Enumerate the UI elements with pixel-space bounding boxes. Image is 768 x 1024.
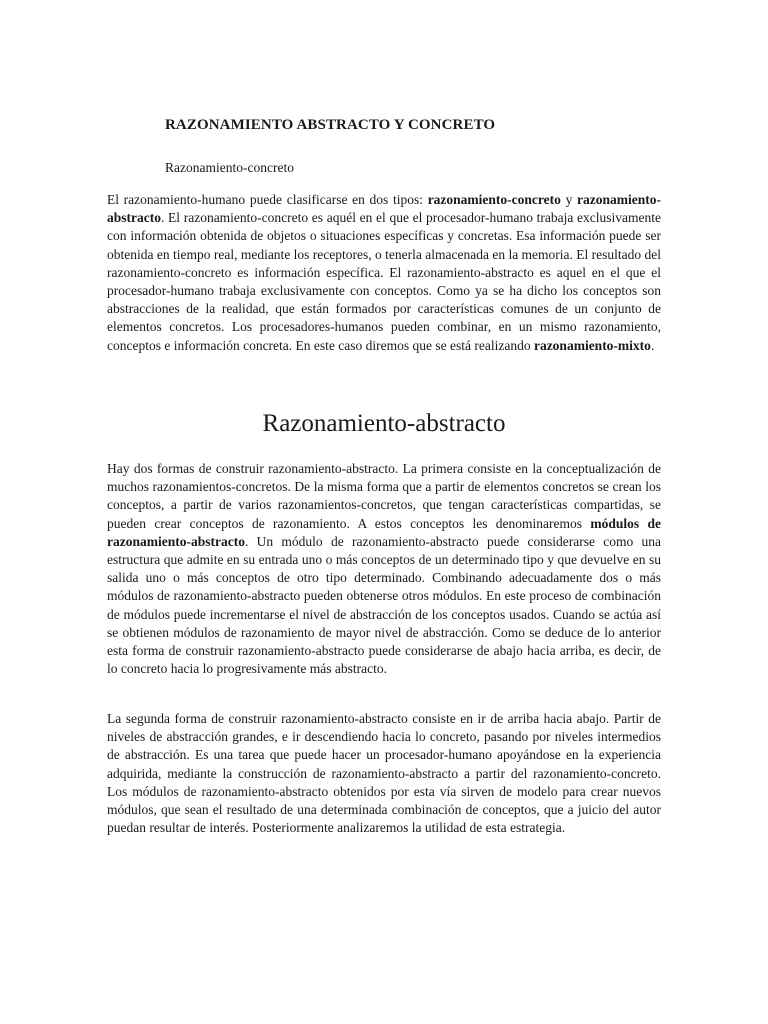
paragraph-text: y <box>560 192 578 207</box>
section-subtitle-concreto: Razonamiento-concreto <box>165 160 294 175</box>
bold-term-mixto: razonamiento-mixto <box>533 337 651 353</box>
paragraph-text: La segunda forma de construir razonamiento-abstracto consiste en ir de arriba hacia abajo. Partir de niveles de abstracción grandes, e ir descendiendo hacia lo concreto, pasando por niveles intermedios de abstracción. Es una tarea que puede hacer un procesador-humano apoyándose en la experiencia adquirida, mediante la construcción de razonamiento-abstracto a partir del razonamiento-concreto. Los módulos de razonamiento-abstracto obtenidos por esta vía sirven de modelo para crear nuevos módulos, que sean el resultado de una determinada combinación de conceptos, que a juicio del autor puedan resultar de interés. Posteriormente analizaremos la utilidad de esta estrategia. <box>107 711 661 836</box>
document-title: RAZONAMIENTO ABSTRACTO Y CONCRETO <box>165 117 496 133</box>
paragraph-text: El razonamiento-humano puede clasificarse en dos tipos: <box>107 192 428 207</box>
paragraph-text: Hay dos formas de construir razonamiento-abstracto. La primera consiste en la conceptualización de muchos razonamientos-concretos. De la misma forma que a partir de elementos concretos se crean los conceptos, a partir de varios razonamientos-concretos, que tengan características compartidas, se pueden crear conceptos de razonamiento. A estos conceptos les denominaremos <box>107 461 661 531</box>
bold-term-modulos: módulos de razonamiento-abstracto <box>107 515 661 549</box>
paragraph-abstracto-first <box>107 460 661 678</box>
paragraph-text: . <box>650 337 655 353</box>
paragraph-text: . El razonamiento-concreto es aquél en el que el procesador-humano trabaja exclusivamente con información obtenida de objetos o situaciones específicas y concretas. Esa información puede ser obtenida en tiempo real, mediante los receptores, o tenerla almacenada en la memoria. El resultado del razonamiento-concreto es información específica. El razonamiento-abstracto es aquel en el que el procesador-humano trabaja exclusivamente con conceptos. Como ya se ha dicho los conceptos son abstracciones de la realidad, que están formados por características comunes de un conjunto de elementos concretos. Los procesadores-humanos pueden combinar, en un mismo razonamiento, conceptos e información concreta. En este caso diremos que se está realizando <box>107 210 662 353</box>
paragraph-concreto <box>107 191 661 355</box>
section-heading-abstracto: Razonamiento-abstracto <box>262 410 506 437</box>
bold-term-abstracto: razonamiento-abstracto <box>107 192 662 226</box>
bold-term-concreto: razonamiento-concreto <box>427 192 561 207</box>
paragraph-text: . Un módulo de razonamiento-abstracto puede considerarse como una estructura que admite en su entrada uno o más conceptos de un determinado tipo y que devuelve en su salida uno o más conceptos de otro tipo determinado. Combinando adecuadamente dos o más módulos de razonamiento-abstracto pueden obtenerse otros módulos. En este proceso de combinación de módulos puede incrementarse el nivel de abstracción de los conceptos usados. Cuando se actúa así se obtienen módulos de razonamiento de mayor nivel de abstracción. Como se deduce de lo anterior esta forma de construir razonamiento-abstracto puede considerarse de abajo hacia arriba, es decir, de lo concreto hacia lo progresivamente más abstracto. <box>107 533 661 677</box>
paragraph-abstracto-second <box>107 710 661 837</box>
